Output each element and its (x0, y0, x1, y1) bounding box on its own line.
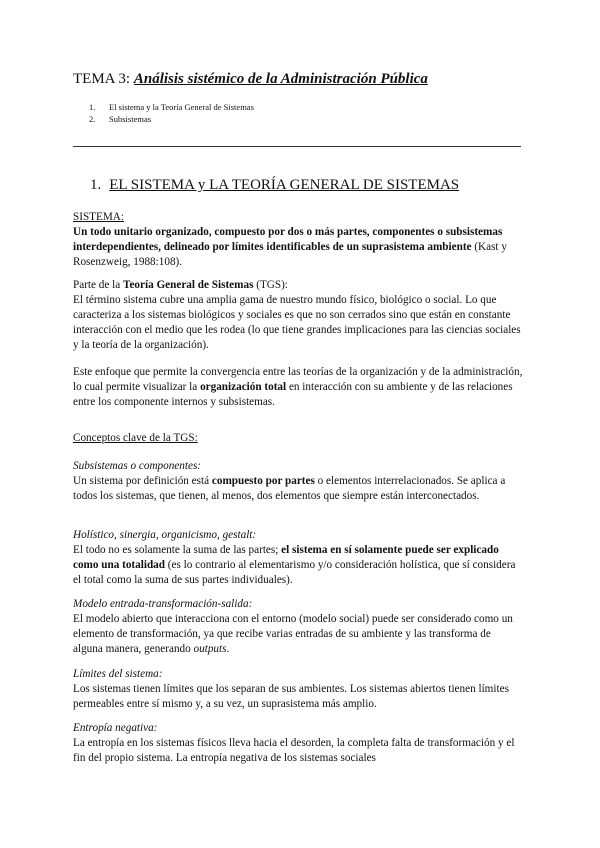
sistema-citation: (Kast y Rosenzweig, 1988:108). (73, 241, 507, 268)
concept-title: Holístico, sinergia, organicismo, gestalt: (73, 529, 257, 541)
toc-item (89, 101, 254, 113)
concept-title: Modelo entrada-transformación-salida: (73, 598, 253, 610)
tgs-p2-pre: Este enfoque que permite la convergencia entre las teorías de la organización y de la administración, lo cual permite visualizar la (73, 366, 523, 393)
concept-title: Entropía negativa: (73, 722, 158, 734)
concept-title: Subsistemas o componentes: (73, 460, 202, 472)
tgs-paragraph-2 (73, 365, 523, 410)
sistema-block (73, 210, 523, 270)
concept-item (73, 459, 523, 504)
tgs-intro (73, 278, 523, 293)
toc-item-label: Subsistemas (109, 114, 152, 124)
concept-text: La entropía en los sistemas físicos lleva hacia el desorden, la completa falta de transformación y el fin del propio sistema. La entropía negativa de los sistemas sociales (73, 737, 515, 764)
tgs-p2-post: en interacción con su ambiente y de las relaciones entre los componente internos y subsistemas. (73, 381, 513, 408)
document-title (73, 71, 428, 88)
table-of-contents (89, 101, 254, 125)
tgs-intro-pre: Parte de la (73, 279, 124, 291)
sistema-definition (73, 225, 523, 270)
sistema-label: SISTEMA: (73, 211, 124, 223)
concept-text: Un sistema por definición está compuesto por partes o elementos interrelacionados. Se aplica a todos los sistemas, que tienen, al menos, dos elementos que siempre están interconectados. (73, 475, 506, 502)
tgs-intro-post: (TGS): (253, 279, 288, 291)
tgs-p2-bold: organización total (200, 381, 287, 393)
toc-item-number: 1. (89, 102, 96, 112)
sistema-definition-bold: Un todo unitario organizado, compuesto por dos o más partes, componentes o subsistemas interdependientes, delineado por límites identificables de un suprasistema ambiente (73, 226, 503, 253)
concept-text: El todo no es solamente la suma de las partes; el sistema en sí solamente puede ser explicado como una totalidad (es lo contrario al elementarismo y/o consideración holística, que sí considera el total como la suma de sus partes individuales). (73, 544, 516, 586)
conceptos-heading-block (73, 431, 523, 446)
toc-item (89, 113, 254, 125)
concept-text: Los sistemas tienen límites que los separan de sus ambientes. Los sistemas abiertos tienen límites permeables entre sí mismo y, a su vez, un suprasistema más amplio. (73, 683, 509, 710)
tgs-paragraph-1: El término sistema cubre una amplia gama de nuestro mundo físico, biológico o social. Lo que caracteriza a los sistemas biológicos y sociales es que no son cerrados sino que están en constante interacción con el medio que les rodea (lo que tiene grandes implicaciones para las ciencias sociales y la teoría de la organización). (73, 294, 521, 351)
concept-item (73, 667, 523, 712)
concept-item (73, 597, 523, 657)
concept-text: El modelo abierto que interacciona con el entorno (modelo social) puede ser considerado como un elemento de transformación, ya que recibe varias entradas de su ambiente y las transforma de alguna manera, generando outputs. (73, 613, 513, 655)
tgs-intro-bold: Teoría General de Sistemas (123, 279, 254, 291)
tgs-block (73, 278, 523, 353)
concept-item (73, 528, 523, 588)
concept-item (73, 721, 523, 766)
concept-title: Límites del sistema: (73, 668, 163, 680)
section-title: EL SISTEMA y LA TEORÍA GENERAL DE SISTEMAS (109, 177, 460, 193)
tema-subtitle: Análisis sistémico de la Administración Pública (133, 71, 428, 87)
section-heading (90, 177, 459, 194)
section-number: 1. (90, 177, 102, 193)
tema-label: TEMA 3: (73, 71, 131, 87)
toc-item-number: 2. (89, 114, 96, 124)
conceptos-heading: Conceptos clave de la TGS: (73, 432, 198, 444)
horizontal-rule (73, 146, 521, 147)
toc-item-label: El sistema y la Teoría General de Sistemas (109, 102, 254, 112)
